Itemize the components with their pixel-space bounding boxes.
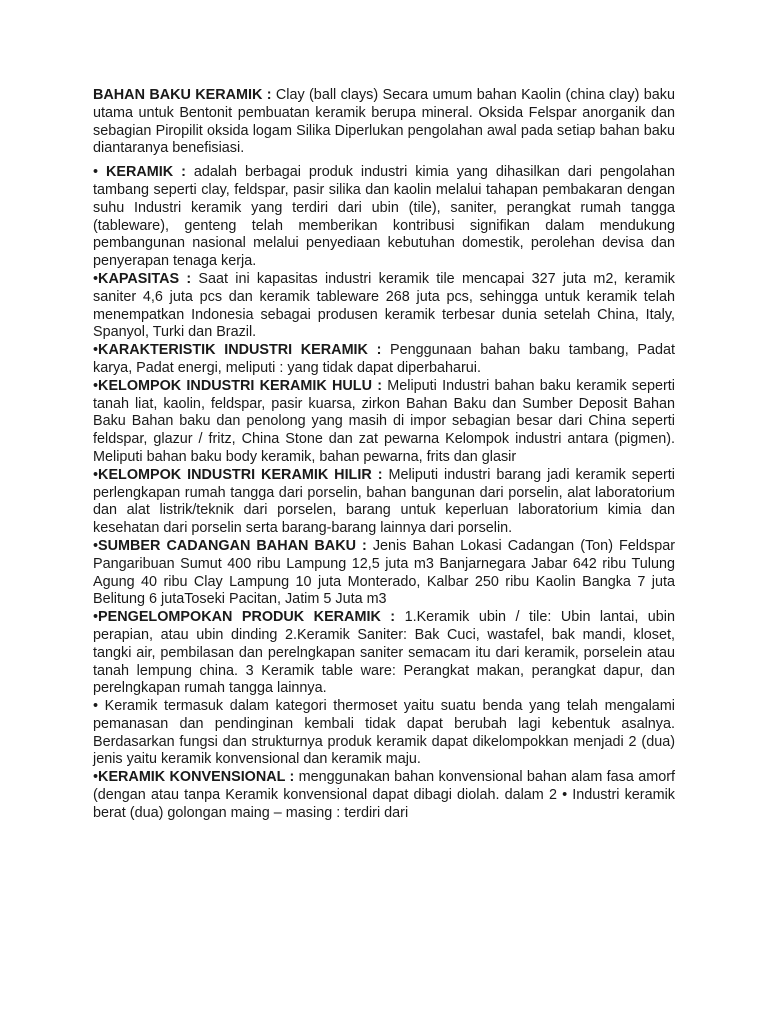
item-text: adalah berbagai produk industri kimia yang dihasilkan dari pengolahan tambang seperti clay, feldspar, pasir silika dan kaolin melalui tahapan pembakaran dengan suhu Industri keramik yang terdiri dari ubin (tile), saniter, perangkat rumah tangga (tableware), genteng telah memberikan kontribusi signifikan dalam mendukung pembangunan nasional melalui penyediaan kebutuhan domestik, perolehan devisa dan penyerapan tenaga kerja. <box>93 164 675 270</box>
list-item-sumber-cadangan <box>93 538 675 609</box>
bullet-icon: • <box>93 164 106 181</box>
list-item-hulu <box>93 378 675 467</box>
list-item-keramik <box>93 164 675 271</box>
item-text: Saat ini kapasitas industri keramik tile mencapai 327 juta m2, keramik saniter 4,6 juta pcs dan keramik tableware 268 juta pcs, sehingga untuk keramik telah menempatkan Indonesia sebagai produsen keramik terbesar dunia setelah China, Italy, Spanyol, Turki dan Brazil. <box>93 270 675 341</box>
list-item-karakteristik <box>93 342 675 378</box>
item-text: menggunakan bahan konvensional bahan alam fasa amorf (dengan atau tanpa Keramik konvensional dapat dibagi diolah. dalam 2 • Industri keramik berat (dua) golongan maing – masing : terdiri dari <box>93 769 675 821</box>
item-text: Meliputi Industri bahan baku keramik seperti tanah liat, kaolin, feldspar, pasir kuarsa, zirkon Bahan Baku dan Sumber Deposit Bahan Baku Bahan baku dan penolong yang masih di impor sebagian besar dari China seperti feldspar, glazur / fritz, China Stone dan zat pewarna Kelompok industri antara (pigmen). Meliputi bahan baku body keramik, bahan pewarna, frits dan glasir <box>93 377 675 465</box>
list-item-kapasitas <box>93 271 675 342</box>
item-label: KELOMPOK INDUSTRI KERAMIK HILIR : <box>98 466 383 483</box>
bullet-icon: • <box>93 769 99 786</box>
item-label: KERAMIK : <box>105 164 186 181</box>
bullet-icon: • <box>93 377 99 394</box>
item-label: KELOMPOK INDUSTRI KERAMIK HULU : <box>98 377 383 394</box>
item-label: KARAKTERISTIK INDUSTRI KERAMIK : <box>98 342 382 359</box>
intro-label: BAHAN BAKU KERAMIK : <box>93 87 272 103</box>
list-item-pengelompokan <box>93 609 675 698</box>
bullet-icon: • <box>93 609 99 626</box>
item-label: PENGELOMPOKAN PRODUK KERAMIK : <box>98 609 396 626</box>
item-label: KAPASITAS : <box>98 270 192 287</box>
list-item-thermoset <box>93 698 675 769</box>
intro-paragraph <box>93 87 675 158</box>
item-text: Keramik termasuk dalam kategori thermoset yaitu suatu benda yang telah mengalami pemanasan dan pendinginan kembali tidak dapat berubah lagi kebentuk asalnya. Berdasarkan fungsi dan strukturnya produk keramik dapat dikelompokkan menjadi 2 (dua) jenis yaitu keramik konvensional dan keramik maju. <box>93 698 675 768</box>
item-text: Jenis Bahan Lokasi Cadangan (Ton) Feldspar Pangaribuan Sumut 400 ribu Lampung 12,5 juta m3 Banjarnegara Jabar 642 ribu Tulung Agung 40 ribu Clay Lampung 10 juta Monterado, Kalbar 250 ribu Kaolin Bangka 7 juta Belitung 6 jutaToseki Pacitan, Jatim 5 Juta m3 <box>93 537 676 608</box>
list-item-hilir <box>93 467 675 538</box>
item-label: SUMBER CADANGAN BAHAN BAKU : <box>98 537 367 554</box>
bullet-icon: • <box>93 537 99 554</box>
list-item-konvensional <box>93 769 675 822</box>
item-text: 1.Keramik ubin / tile: Ubin lantai, ubin perapian, atau ubin dinding 2.Keramik Saniter: Bak Cuci, wastafel, bak mandi, kloset, tangki air, pembilasan dan perelngkapan saniter semacam itu dari keramik, porselein atau tanah lempung china. 3 Keramik table ware: Perangkat makan, perangkat dapur, dan perelngkapan rumah tangga lainnya. <box>93 609 676 697</box>
bullet-icon: • <box>93 698 105 715</box>
item-text: Penggunaan bahan baku tambang, Padat karya, Padat energi, meliputi : yang tidak dapat diperbaharui. <box>93 342 675 376</box>
document-page <box>93 87 675 823</box>
item-text: Meliputi industri barang jadi keramik seperti perlengkapan rumah tangga dari porselin, bahan bangunan dari porselin, alat laboratorium dan alat listrik/teknik dari porselen, barang untuk keperluan laboratorium kimia dan kesehatan dari porselin serta barang-barang lainnya dari porselin. <box>93 466 675 537</box>
bullet-icon: • <box>93 466 99 483</box>
bullet-icon: • <box>93 270 99 287</box>
bullet-icon: • <box>93 342 99 359</box>
item-label: KERAMIK KONVENSIONAL : <box>98 769 295 786</box>
intro-text: Clay (ball clays) Secara umum bahan Kaolin (china clay) baku utama untuk Bentonit pembuatan keramik berupa mineral. Oksida Felspar anorganik dan sebagian Piropilit oksida logam Silika Diperlukan pengolahan awal pada setiap bahan baku diantaranya benefisiasi. <box>93 87 675 157</box>
